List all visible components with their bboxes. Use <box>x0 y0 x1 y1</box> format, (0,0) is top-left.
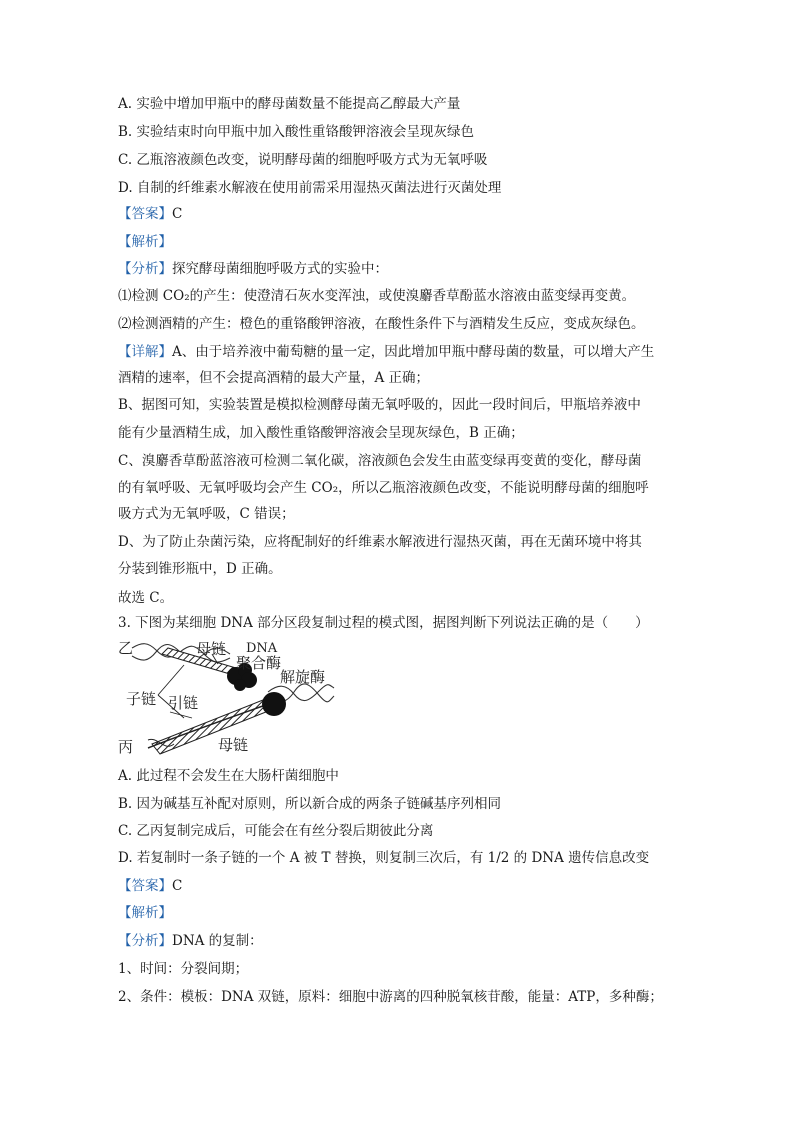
q2-point-1: ⑴检测 CO₂的产生：使澄清石灰水变浑浊，或使溴麝香草酚蓝水溶液由蓝变绿再变黄。 <box>118 288 636 304</box>
dna-replication-figure <box>118 640 338 756</box>
q3-fenxi <box>118 932 263 950</box>
q2-detail-line-6: 的有氧呼吸、无氧呼吸均会产生 CO₂，所以乙瓶溶液颜色改变，不能说明酵母菌的细胞呼 <box>118 480 649 496</box>
q2-detail-line-5: C、溴麝香草酚蓝溶液可检测二氧化碳，溶液颜色会发生由蓝变绿再变黄的变化，酵母菌 <box>118 453 642 469</box>
lower-parental-strand <box>148 702 274 748</box>
q2-analysis-tag <box>118 233 172 251</box>
answer-value: C <box>172 206 183 222</box>
label-primer-strand: 引链 <box>168 694 199 712</box>
q2-answer <box>118 205 182 223</box>
q2-detail-line-9: 分装到锥形瓶中，D 正确。 <box>118 561 282 577</box>
fenxi-tag: 【分析】 <box>118 933 172 949</box>
q2-detail-line-10: 故选 C。 <box>118 590 174 606</box>
q3-option-c: C. 乙丙复制完成后，可能会在有丝分裂后期彼此分离 <box>118 823 434 839</box>
answer-tag: 【答案】 <box>118 206 172 222</box>
q2-option-d: D. 自制的纤维素水解液在使用前需采用湿热灭菌法进行灭菌处理 <box>118 180 502 196</box>
q3-point-2: 2、条件：模板：DNA 双链，原料：细胞中游离的四种脱氧核苷酸，能量：ATP，多种酶； <box>118 989 663 1005</box>
label-helicase: 解旋酶 <box>280 668 326 686</box>
label-daughter-strand: 子链 <box>126 690 157 708</box>
label-bing: 丙 <box>118 738 134 756</box>
analysis-tag: 【解析】 <box>118 905 172 921</box>
q2-detail-line-4: 能有少量酒精生成，加入酸性重铬酸钾溶液会呈现灰绿色，B 正确； <box>118 425 524 441</box>
q3-answer <box>118 877 182 895</box>
answer-value: C <box>172 878 183 894</box>
q3-option-a: A. 此过程不会发生在大肠杆菌细胞中 <box>118 768 339 784</box>
answer-tag: 【答案】 <box>118 878 172 894</box>
detail-text: A、由于培养液中葡萄糖的量一定，因此增加甲瓶中酵母菌的数量，可以增大产生 <box>172 344 655 360</box>
q2-detail-line-8: D、为了防止杂菌污染，应将配制好的纤维素水解液进行湿热灭菌，再在无菌环境中将其 <box>118 534 642 550</box>
helicase <box>262 692 286 716</box>
q2-detail-line-3: B、据图可知，实验装置是模拟检测酵母菌无氧呼吸的，因此一段时间后，甲瓶培养液中 <box>118 397 641 413</box>
label-yi: 乙 <box>118 640 134 657</box>
label-parent-strand-bottom: 母链 <box>218 736 249 754</box>
detail-tag: 【详解】 <box>118 344 172 360</box>
q2-point-2: ⑵检测酒精的产生：橙色的重铬酸钾溶液，在酸性条件下与酒精发生反应，变成灰绿色。 <box>118 316 645 332</box>
q3-stem: 3. 下图为某细胞 DNA 部分区段复制过程的模式图，据图判断下列说法正确的是（ ） <box>118 615 649 631</box>
q2-option-c: C. 乙瓶溶液颜色改变，说明酵母菌的细胞呼吸方式为无氧呼吸 <box>118 152 488 168</box>
label-polymerase: 聚合酶 <box>236 654 282 672</box>
q2-fenxi <box>118 260 388 278</box>
q3-option-b: B. 因为碱基互补配对原则，所以新合成的两条子链碱基序列相同 <box>118 796 502 812</box>
q2-option-a: A. 实验中增加甲瓶中的酵母菌数量不能提高乙醇最大产量 <box>118 96 461 112</box>
q3-point-1: 1、时间：分裂间期； <box>118 961 249 977</box>
q2-option-b: B. 实验结束时向甲瓶中加入酸性重铬酸钾溶液会呈现灰绿色 <box>118 124 475 140</box>
q2-detail-line-1 <box>118 343 654 361</box>
fenxi-text: DNA 的复制： <box>172 933 263 949</box>
q2-detail-line-7: 吸方式为无氧呼吸，C 错误； <box>118 506 295 522</box>
analysis-tag: 【解析】 <box>118 234 172 250</box>
q3-analysis-tag <box>118 904 172 922</box>
label-dna: DNA <box>246 641 278 656</box>
label-parent-strand-top: 母链 <box>196 640 227 658</box>
q3-option-d: D. 若复制时一条子链的一个 A 被 T 替换，则复制三次后，有 1/2 的 DNA 遗传信息改变 <box>118 850 650 866</box>
fenxi-text: 探究酵母菌细胞呼吸方式的实验中： <box>172 261 388 277</box>
fenxi-tag: 【分析】 <box>118 261 172 277</box>
q2-detail-line-2: 酒精的速率，但不会提高酒精的最大产量，A 正确； <box>118 370 430 386</box>
